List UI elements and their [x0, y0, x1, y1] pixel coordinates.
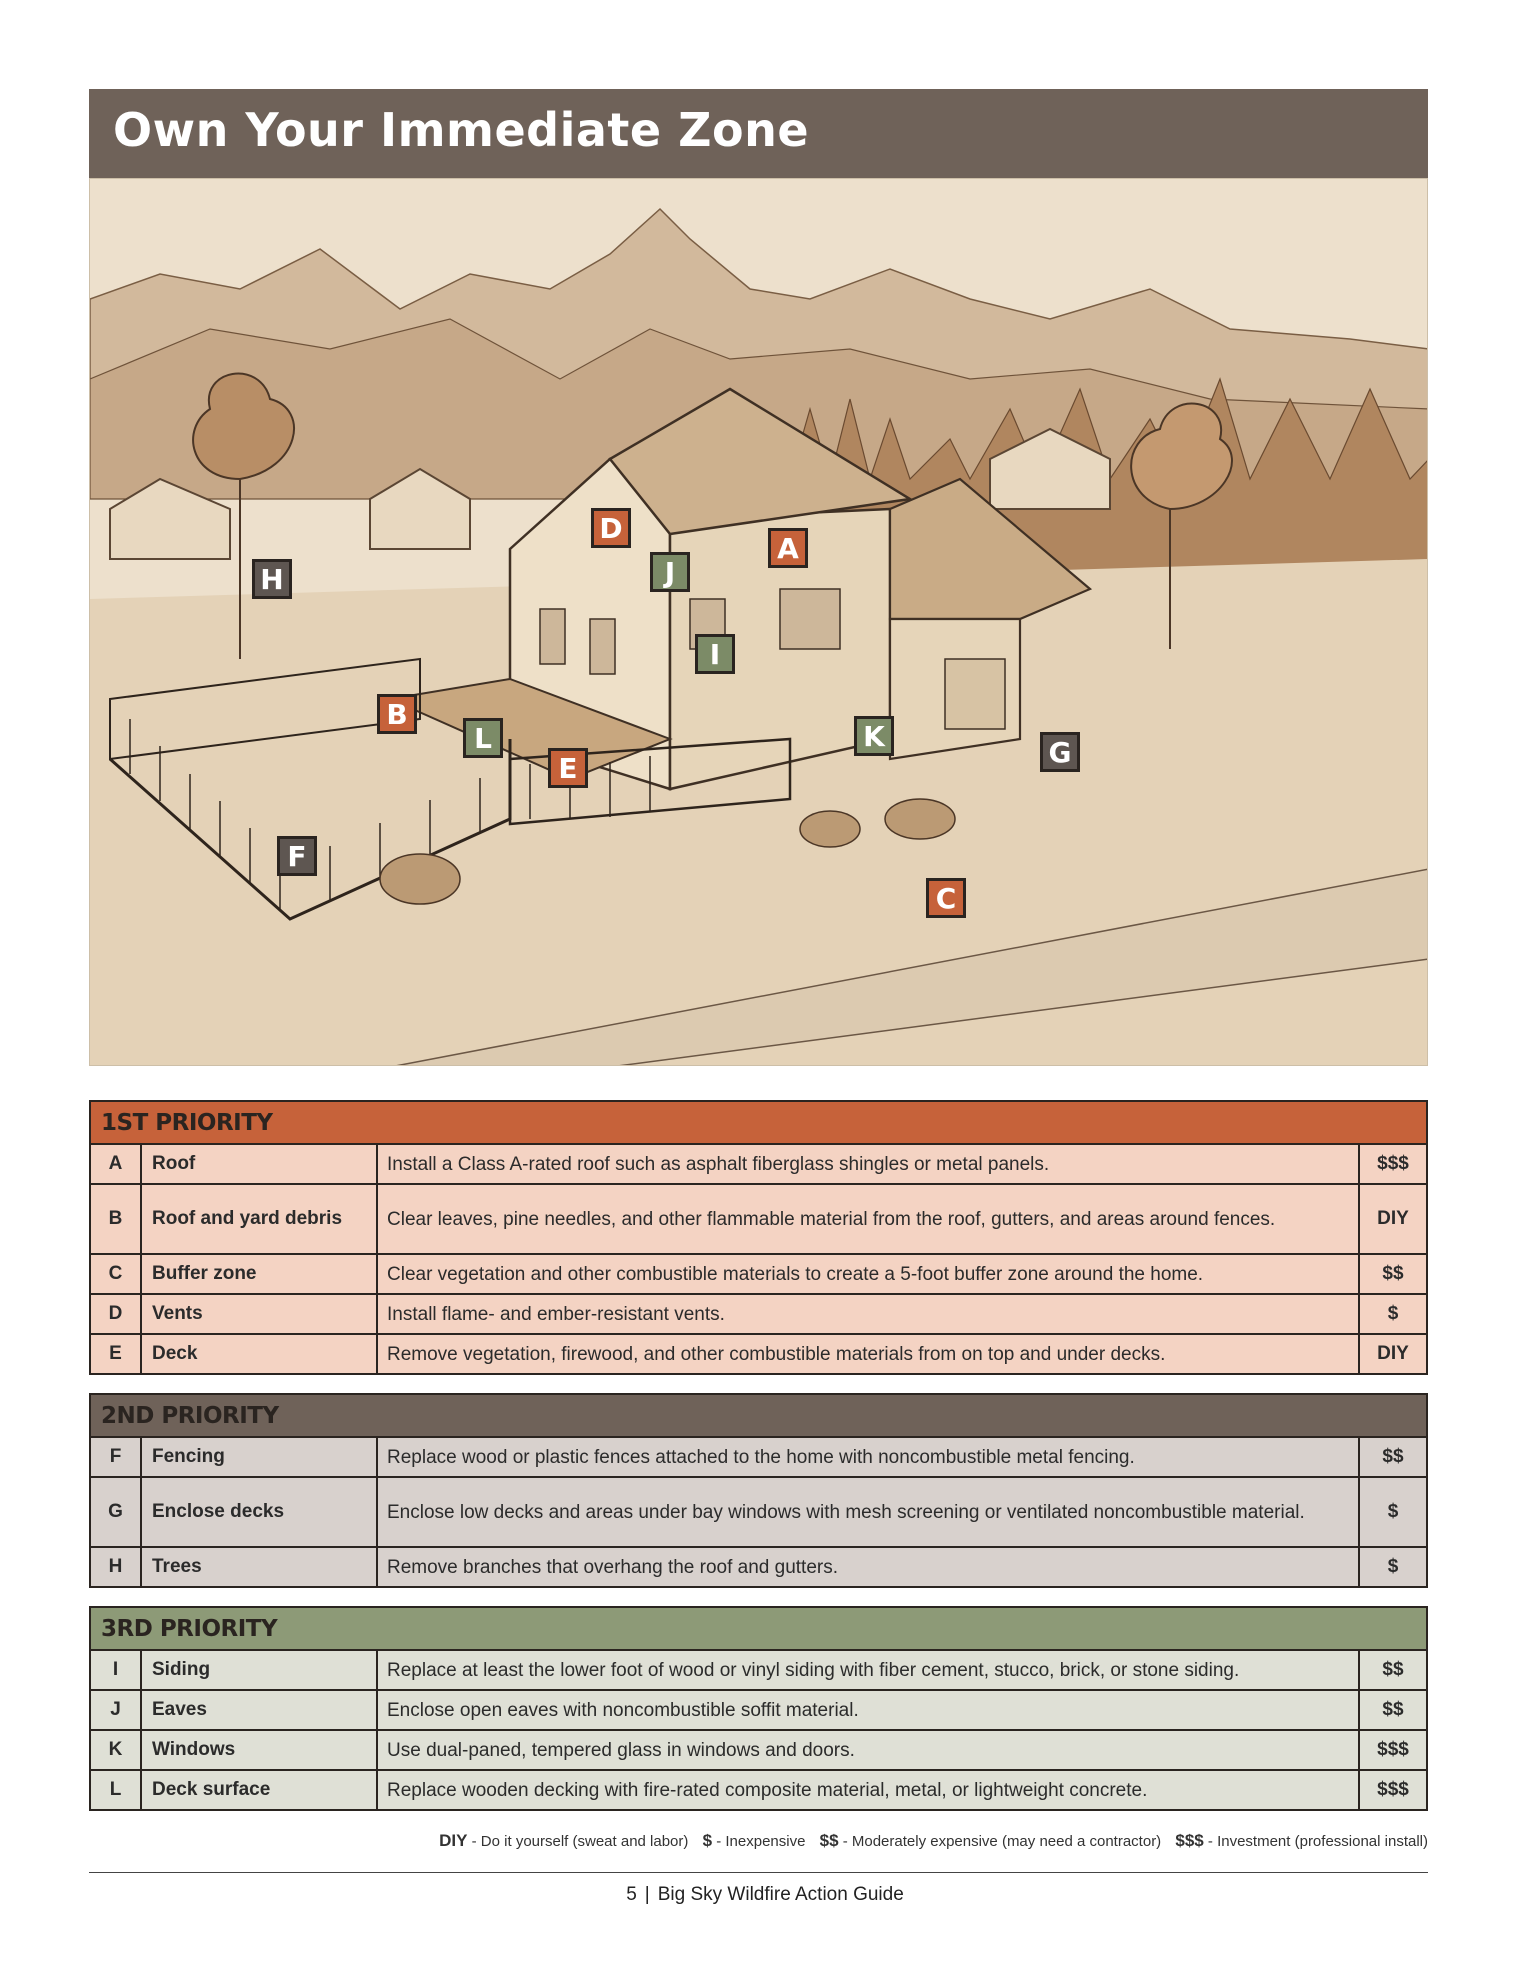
- legend-key: $$: [819, 1831, 839, 1850]
- row-description: Remove branches that overhang the roof and gutters.: [377, 1547, 1359, 1587]
- table-row: [90, 1254, 1427, 1294]
- marker-a: A: [768, 528, 808, 568]
- marker-k: K: [854, 716, 894, 756]
- marker-i: I: [695, 634, 735, 674]
- marker-b: B: [377, 694, 417, 734]
- row-cost: $$$: [1359, 1144, 1427, 1184]
- row-cost: DIY: [1359, 1334, 1427, 1374]
- marker-g: G: [1040, 732, 1080, 772]
- row-cost: DIY: [1359, 1184, 1427, 1254]
- marker-d: D: [591, 508, 631, 548]
- row-item: Deck surface: [141, 1770, 377, 1810]
- table-row: [90, 1477, 1427, 1547]
- marker-h: H: [252, 559, 292, 599]
- table-row: [90, 1547, 1427, 1587]
- table-row: [90, 1437, 1427, 1477]
- marker-e: E: [548, 748, 588, 788]
- marker-l: L: [463, 718, 503, 758]
- priority-3-table: [89, 1606, 1428, 1811]
- legend-key: $$$: [1175, 1831, 1204, 1850]
- legend-text: - Do it yourself (sweat and labor): [471, 1833, 689, 1850]
- cost-legend: [439, 1831, 1428, 1851]
- row-description: Install flame- and ember-resistant vents.: [377, 1294, 1359, 1334]
- page-number: 5: [626, 1884, 637, 1905]
- row-description: Replace at least the lower foot of wood or vinyl siding with fiber cement, stucco, brick, or stone siding.: [377, 1650, 1359, 1690]
- priority-2-header: 2ND PRIORITY: [90, 1394, 1427, 1437]
- row-item: Trees: [141, 1547, 377, 1587]
- row-cost: $$: [1359, 1254, 1427, 1294]
- row-item: Siding: [141, 1650, 377, 1690]
- row-description: Enclose open eaves with noncombustible soffit material.: [377, 1690, 1359, 1730]
- footer-separator: |: [644, 1884, 650, 1905]
- house-sketch: [90, 179, 1428, 1066]
- row-description: Use dual-paned, tempered glass in windows and doors.: [377, 1730, 1359, 1770]
- table-row: [90, 1144, 1427, 1184]
- row-item: Roof: [141, 1144, 377, 1184]
- row-description: Clear vegetation and other combustible materials to create a 5-foot buffer zone around the home.: [377, 1254, 1359, 1294]
- row-item: Enclose decks: [141, 1477, 377, 1547]
- page-footer: [0, 1884, 1530, 1906]
- row-letter: H: [90, 1547, 141, 1587]
- row-item: Vents: [141, 1294, 377, 1334]
- row-letter: C: [90, 1254, 141, 1294]
- row-letter: F: [90, 1437, 141, 1477]
- legend-key: DIY: [439, 1831, 468, 1850]
- row-description: Install a Class A-rated roof such as asphalt fiberglass shingles or metal panels.: [377, 1144, 1359, 1184]
- row-cost: $: [1359, 1294, 1427, 1334]
- table-row: [90, 1184, 1427, 1254]
- row-item: Fencing: [141, 1437, 377, 1477]
- row-letter: J: [90, 1690, 141, 1730]
- row-item: Buffer zone: [141, 1254, 377, 1294]
- row-cost: $$$: [1359, 1770, 1427, 1810]
- table-row: [90, 1650, 1427, 1690]
- legend-text: - Moderately expensive (may need a contractor): [842, 1833, 1162, 1850]
- row-letter: A: [90, 1144, 141, 1184]
- row-letter: I: [90, 1650, 141, 1690]
- row-description: Replace wood or plastic fences attached to the home with noncombustible metal fencing.: [377, 1437, 1359, 1477]
- legend-key: $: [702, 1831, 713, 1850]
- row-description: Enclose low decks and areas under bay windows with mesh screening or ventilated noncombustible material.: [377, 1477, 1359, 1547]
- row-letter: D: [90, 1294, 141, 1334]
- row-description: Replace wooden decking with fire-rated composite material, metal, or lightweight concrete.: [377, 1770, 1359, 1810]
- row-cost: $$: [1359, 1650, 1427, 1690]
- row-description: Clear leaves, pine needles, and other flammable material from the roof, gutters, and areas around fences.: [377, 1184, 1359, 1254]
- title-bar: [89, 89, 1428, 178]
- marker-c: C: [926, 878, 966, 918]
- row-letter: E: [90, 1334, 141, 1374]
- row-cost: $$$: [1359, 1730, 1427, 1770]
- row-cost: $$: [1359, 1437, 1427, 1477]
- legend-text: - Inexpensive: [716, 1833, 806, 1850]
- table-row: [90, 1294, 1427, 1334]
- row-letter: B: [90, 1184, 141, 1254]
- row-letter: L: [90, 1770, 141, 1810]
- garage-door: [945, 659, 1005, 729]
- row-cost: $: [1359, 1477, 1427, 1547]
- row-item: Eaves: [141, 1690, 377, 1730]
- row-letter: K: [90, 1730, 141, 1770]
- table-row: [90, 1690, 1427, 1730]
- marker-f: F: [277, 836, 317, 876]
- guide-title: Big Sky Wildfire Action Guide: [657, 1884, 904, 1905]
- row-item: Deck: [141, 1334, 377, 1374]
- priority-3-header: 3RD PRIORITY: [90, 1607, 1427, 1650]
- legend-text: - Investment (professional install): [1207, 1833, 1428, 1850]
- table-row: [90, 1730, 1427, 1770]
- row-cost: $: [1359, 1547, 1427, 1587]
- house-illustration: [89, 178, 1428, 1066]
- marker-j: J: [650, 552, 690, 592]
- page-title: Own Your Immediate Zone: [113, 103, 810, 157]
- priority-1-table: [89, 1100, 1428, 1375]
- priority-2-table: [89, 1393, 1428, 1588]
- table-row: [90, 1334, 1427, 1374]
- row-item: Windows: [141, 1730, 377, 1770]
- row-description: Remove vegetation, firewood, and other combustible materials from on top and under decks.: [377, 1334, 1359, 1374]
- row-letter: G: [90, 1477, 141, 1547]
- row-item: Roof and yard debris: [141, 1184, 377, 1254]
- row-cost: $$: [1359, 1690, 1427, 1730]
- table-row: [90, 1770, 1427, 1810]
- priority-1-header: 1ST PRIORITY: [90, 1101, 1427, 1144]
- footer-divider: [89, 1872, 1428, 1873]
